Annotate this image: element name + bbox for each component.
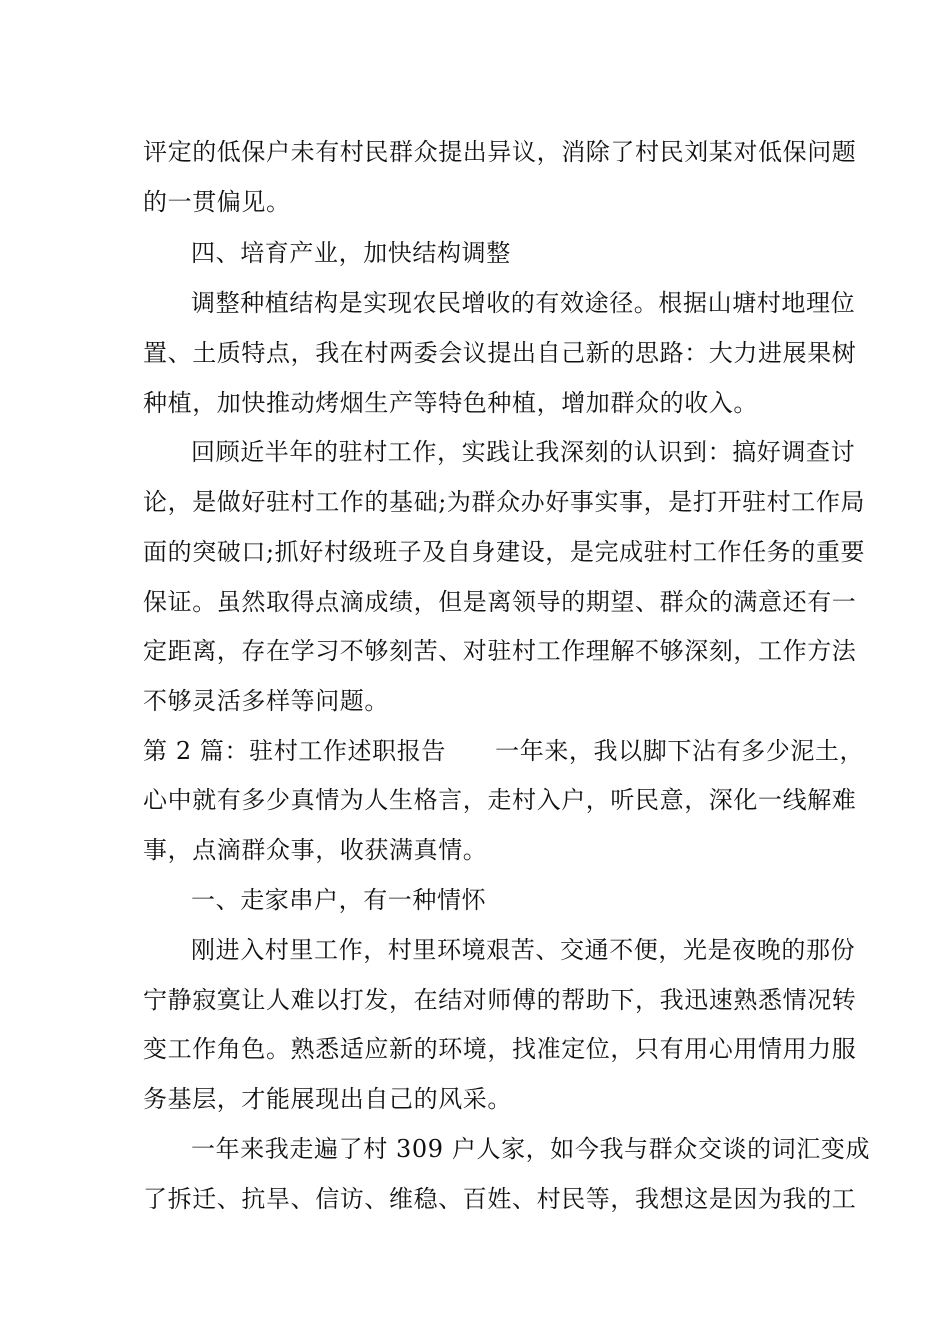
section-heading: 一、走家串户，有一种情怀	[191, 886, 487, 914]
text-line: 调整种植结构是实现农民增收的有效途径。根据山塘村地理位	[191, 289, 856, 317]
text-line: 事，点滴群众事，收获满真情。	[143, 836, 488, 864]
article-heading-line: 第 2 篇：驻村工作述职报告 一年来，我以脚下沾有多少泥土，	[143, 737, 865, 765]
text-line: 置、土质特点，我在村两委会议提出自己新的思路：大力进展果树	[143, 339, 857, 367]
text-line: 了拆迁、抗旱、信访、维稳、百姓、村民等，我想这是因为我的工	[143, 1185, 857, 1213]
text-line: 宁静寂寞让人难以打发，在结对师傅的帮助下，我迅速熟悉情况转	[143, 986, 857, 1014]
text-line: 回顾近半年的驻村工作，实践让我深刻的认识到：搞好调查讨	[191, 438, 856, 466]
text-line: 变工作角色。熟悉适应新的环境，找准定位，只有用心用情用力服	[143, 1035, 857, 1063]
text-line: 不够灵活多样等问题。	[143, 687, 389, 715]
text-line: 论，是做好驻村工作的基础;为群众办好事实事，是打开驻村工作局	[143, 488, 866, 516]
text-line: 刚进入村里工作，村里环境艰苦、交通不便，光是夜晚的那份	[191, 936, 856, 964]
text-line: 心中就有多少真情为人生格言，走村入户，听民意，深化一线解难	[143, 786, 857, 814]
text-line: 评定的低保户未有村民群众提出异议，消除了村民刘某对低保问题	[143, 138, 857, 166]
text-line: 务基层，才能展现出自己的风采。	[143, 1085, 512, 1113]
text-line: 的一贯偏见。	[143, 188, 291, 216]
text-line: 保证。虽然取得点滴成绩，但是离领导的期望、群众的满意还有一	[143, 588, 857, 616]
text-line: 定距离，存在学习不够刻苦、对驻村工作理解不够深刻，工作方法	[143, 637, 857, 665]
text-line: 种植，加快推动烤烟生产等特色种植，增加群众的收入。	[143, 389, 758, 417]
text-line: 一年来我走遍了村 309 户人家，如今我与群众交谈的词汇变成	[191, 1135, 871, 1163]
section-heading: 四、培育产业，加快结构调整	[191, 239, 511, 267]
text-line: 面的突破口;抓好村级班子及自身建设，是完成驻村工作任务的重要	[143, 538, 866, 566]
